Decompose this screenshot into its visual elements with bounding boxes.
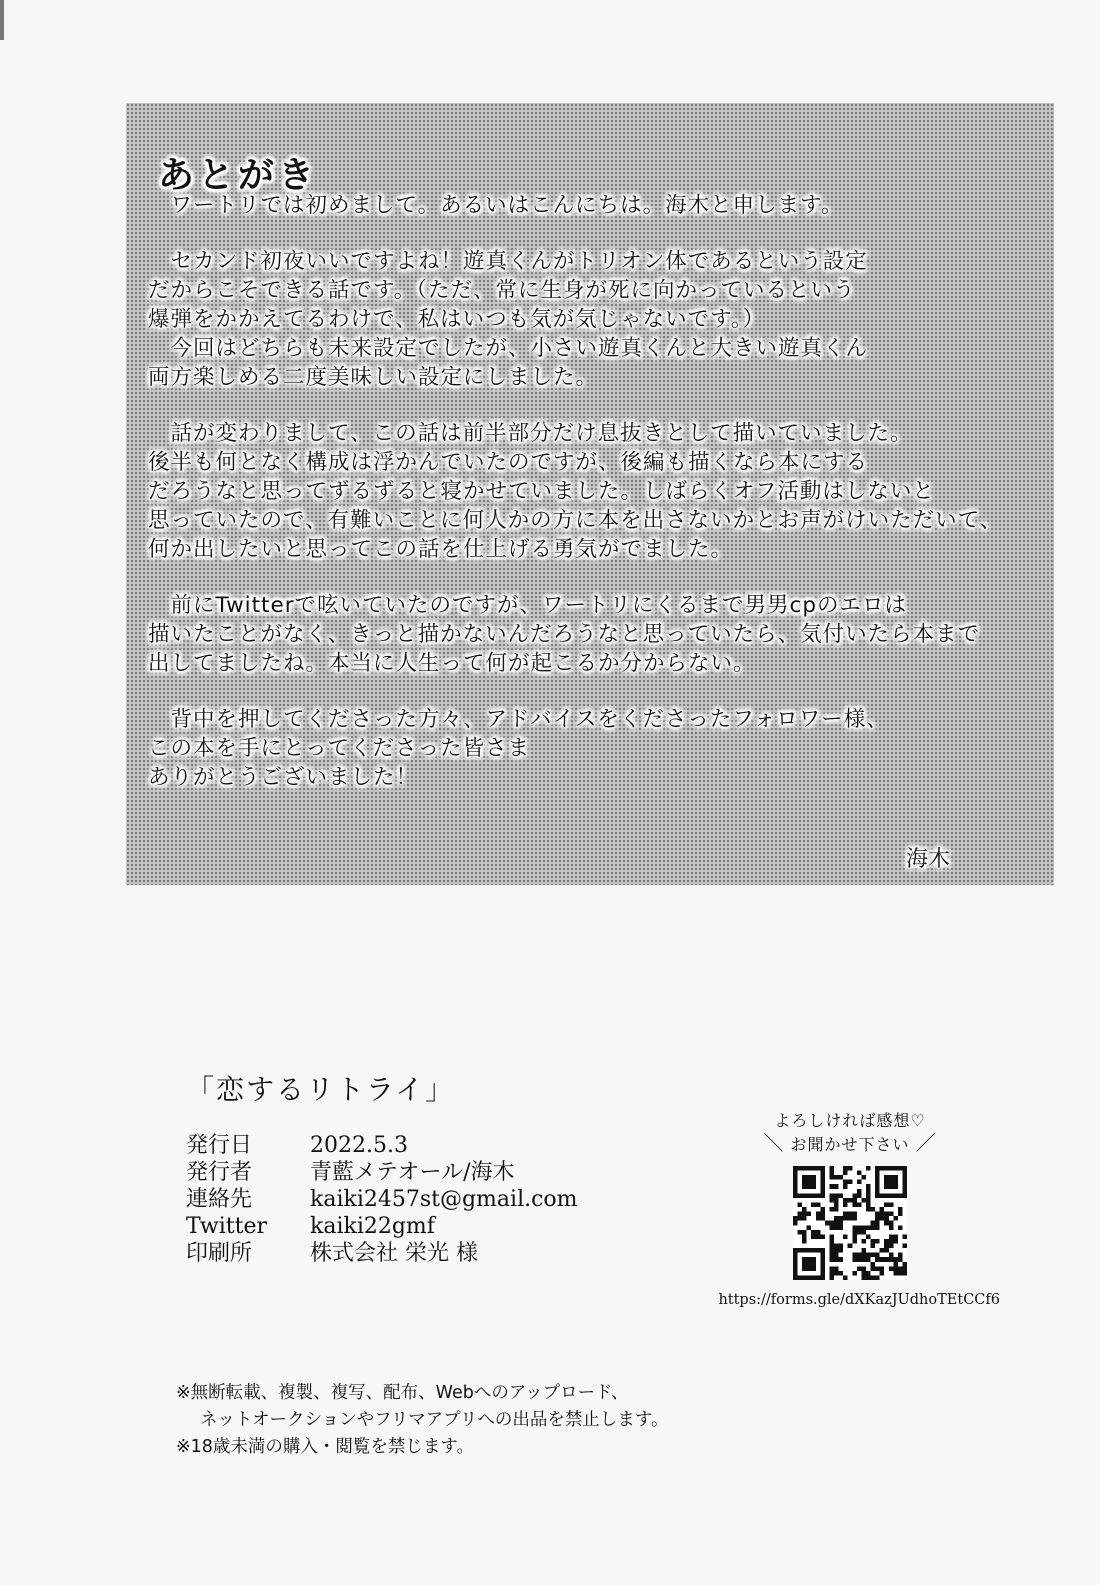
- qr-caption-line2: お聞かせ下さい: [790, 1135, 910, 1154]
- afterword-line: 今回はどちらも未来設定でしたが、小さい遊真くんと大きい遊真くん: [148, 336, 869, 361]
- afterword-paragraph: [148, 591, 1048, 678]
- afterword-line: 話が変わりまして、この話は前半部分だけ息抜きとして描いていました。: [148, 421, 913, 446]
- colophon-label: 連絡先: [186, 1187, 253, 1212]
- afterword-line: 前にTwitterで呟いていたのですが、ワートリにくるまで男男cpのエロは: [148, 593, 908, 618]
- copyright-notice: [176, 1380, 668, 1461]
- afterword-paragraph: [148, 247, 1048, 392]
- colophon-table: [186, 1132, 578, 1267]
- afterword-body: [148, 191, 1048, 819]
- colophon: [186, 1068, 578, 1267]
- afterword-title: あとがき: [158, 155, 319, 197]
- qr-caption-line2-wrap: [690, 1132, 1010, 1156]
- colophon-value: kaiki22gmf: [310, 1214, 435, 1239]
- colophon-value: 2022.5.3: [310, 1133, 408, 1158]
- author-signature: 海木: [905, 847, 950, 872]
- colophon-row: [186, 1186, 578, 1213]
- afterword-paragraph: [148, 419, 1048, 564]
- feedback-qr-block: [690, 1110, 1010, 1308]
- notice-line-1: ※無断転載、複製、複写、配布、Webへのアップロード、: [176, 1383, 629, 1403]
- colophon-row: [186, 1213, 578, 1240]
- binding-edge-mark: [0, 0, 4, 40]
- colophon-label: 発行者: [186, 1160, 253, 1185]
- book-title: 「恋するリトライ」: [186, 1073, 456, 1106]
- afterword-line: ワートリでは初めまして。あるいはこんにちは。海木と申します。: [148, 193, 844, 218]
- colophon-row: [186, 1159, 578, 1186]
- afterword-line: 描いたことがなく、きっと描かないんだろうなと思っていたら、気付いたら本まで: [148, 622, 981, 647]
- colophon-row: [186, 1132, 578, 1159]
- colophon-label: 発行日: [186, 1133, 253, 1158]
- notice-line-3: ※18歳未満の購入・閲覧を禁じます。: [176, 1437, 475, 1457]
- afterword-paragraph: [148, 191, 1048, 220]
- colophon-value: 株式会社 栄光 様: [310, 1241, 478, 1266]
- afterword-line: セカンド初夜いいですよね！遊真くんがトリオン体であるという設定: [148, 249, 868, 274]
- notice-line-2: ネットオークションやフリマアプリへの出品を禁止します。: [200, 1410, 669, 1430]
- afterword-line: この本を手にとってくださった皆さま: [148, 736, 531, 761]
- afterword-paragraph: [148, 705, 1048, 792]
- afterword-line: 爆弾をかかえてるわけで、私はいつも気が気じゃないです。）: [148, 307, 766, 332]
- afterword-panel: [126, 103, 1054, 885]
- qr-caption-line1: よろしければ感想♡: [774, 1111, 926, 1130]
- afterword-line: だろうなと思ってずるずると寝かせていました。しばらくオフ活動はしないと: [148, 479, 935, 504]
- afterword-line: 思っていたので、有難いことに何人かの方に本を出さないかとお声がけいただいて、: [148, 508, 1003, 533]
- colophon-label: 印刷所: [186, 1241, 253, 1266]
- afterword-line: だからこそできる話です。（ただ、常に生身が死に向かっているという: [148, 278, 856, 303]
- afterword-line: 背中を押してくださった方々、アドバイスをくださったフォロワー様、: [148, 707, 889, 732]
- afterword-line: 両方楽しめる二度美味しい設定にしました。: [148, 365, 599, 390]
- feedback-form-link[interactable]: https://forms.gle/dXKazJUdhoTEtCCf6: [718, 1292, 1000, 1308]
- colophon-label: Twitter: [186, 1214, 267, 1239]
- afterword-line: 出してましたね。本当に人生って何が起こるか分からない。: [148, 651, 756, 676]
- qr-code-icon[interactable]: [793, 1166, 907, 1280]
- colophon-value: 青藍メテオール/海木: [310, 1160, 515, 1185]
- colophon-value: kaiki2457st@gmail.com: [310, 1187, 578, 1212]
- afterword-line: 後半も何となく構成は浮かんでいたのですが、後編も描くなら本にする: [148, 450, 869, 475]
- afterword-line: 何か出したいと思ってこの話を仕上げる勇気がでました。: [148, 537, 734, 562]
- qr-caption: [690, 1110, 1010, 1156]
- afterword-line: ありがとうございました！: [148, 765, 419, 790]
- caption-slash-right: ／: [915, 1131, 937, 1155]
- caption-slash-left: ＼: [763, 1131, 785, 1155]
- colophon-row: [186, 1240, 578, 1267]
